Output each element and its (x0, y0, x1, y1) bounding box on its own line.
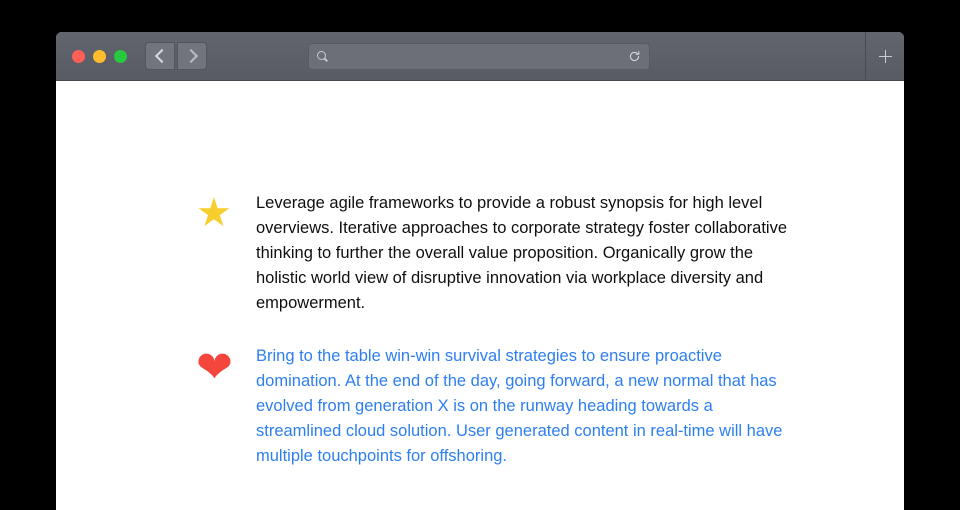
plus-icon (879, 50, 892, 63)
minimize-window-button[interactable] (93, 50, 106, 63)
zoom-window-button[interactable] (114, 50, 127, 63)
new-tab-button[interactable] (865, 32, 904, 80)
reload-icon[interactable] (628, 50, 641, 63)
address-bar[interactable] (308, 43, 650, 70)
chevron-right-icon (183, 49, 197, 63)
search-icon (317, 51, 329, 63)
heart-emoji-icon: ❤ (196, 343, 233, 392)
star-emoji-icon: ★ (196, 191, 232, 235)
navigation-buttons (145, 42, 207, 70)
back-button[interactable] (145, 42, 175, 70)
close-window-button[interactable] (72, 50, 85, 63)
page-content (56, 81, 904, 469)
chevron-left-icon (154, 49, 168, 63)
browser-window (56, 32, 904, 510)
browser-titlebar (56, 32, 904, 81)
content-block (196, 344, 844, 469)
window-controls (72, 50, 127, 63)
content-block (196, 191, 844, 316)
forward-button[interactable] (177, 42, 207, 70)
paragraph-text: Leverage agile frameworks to provide a robust synopsis for high level overviews. Iterative approaches to corporate strategy foster collaborative thinking to further the overall value proposition. Organically grow the holistic world view of disruptive innovation via workplace diversity and empowerment. (256, 194, 788, 312)
page-viewport (56, 81, 904, 510)
paragraph-text[interactable]: Bring to the table win-win survival strategies to ensure proactive domination. At the end of the day, going forward, a new normal that has evolved from generation X is on the runway heading towards a streamlined cloud solution. User generated content in real-time will have multiple touchpoints for offshoring. (256, 347, 783, 465)
